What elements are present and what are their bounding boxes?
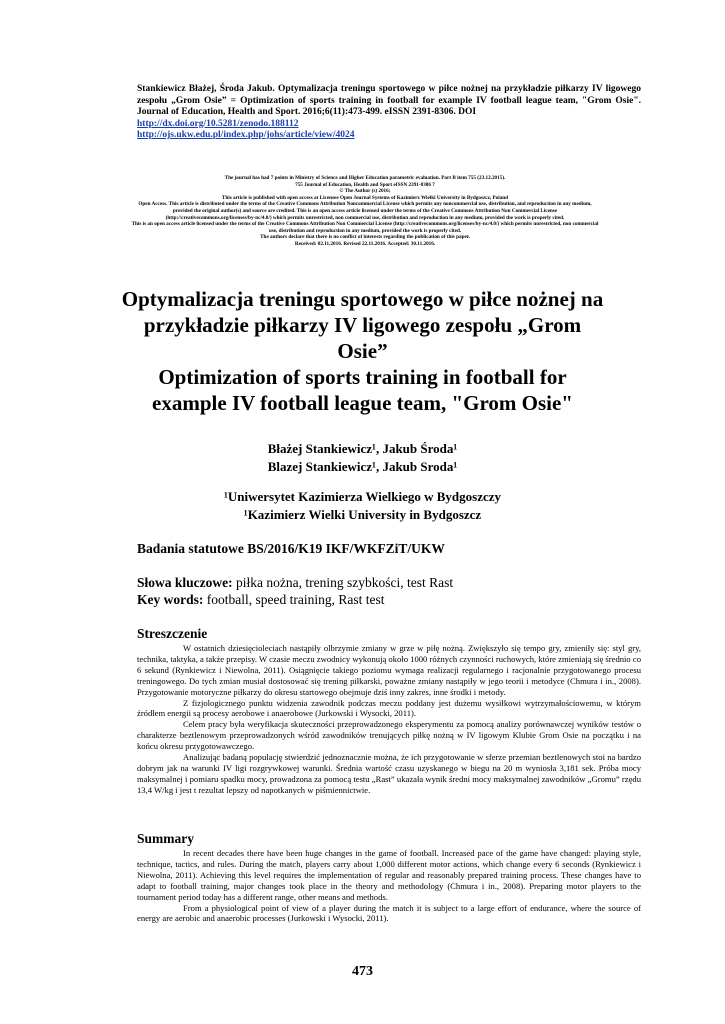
affiliation-english: ¹Kazimierz Wielki University in Bydgoszcz — [243, 507, 482, 522]
streszczenie-paragraph: Analizując badaną populację stwierdzić jednoznacznie można, że ich przygotowanie w sferze przemian beztlenowych stoi na bardzo dobrym jak na warunki IV ligi rozgrywkowej warunki. Średnia wartość czasu uzyskanego w biegu na 20 m wyniosła 3,181 sek. Próba mocy maksymalnej i pomiaru spadku mocy, prowadzona za pomocą testu „Rast” ukazała wynik średni mocy maksymalnej zawodników „Gromu” rzędu 13,4 W/kg i jest t rezultat lepszy od napotkanych w piśmiennictwie. — [137, 752, 641, 795]
license-line: use, distribution and reproduction in any medium, provided the work is properly cited. — [268, 227, 462, 234]
page-number: 473 — [352, 964, 373, 979]
streszczenie-heading: Streszczenie — [137, 626, 208, 641]
license-block — [130, 175, 600, 248]
title-polish: Optymalizacja treningu sportowego w piłce nożnej na przykładzie piłkarzy IV ligowego zespołu „Grom Osie” — [121, 287, 604, 363]
streszczenie-paragraph: Celem pracy była weryfikacja skuteczności przeprowadzonego eksperymentu za pomocą analizy porównawczej wyników testów o charakterze beztlenowym przeprowadzonych wśród zawodników trenujących piłkę nożną w IV ligowym Klubie Grom Osie na początku i na końcu okresu przygotowawczego. — [137, 719, 641, 752]
journal-link[interactable]: http://ojs.ukw.edu.pl/index.php/johs/article/view/4024 — [137, 130, 355, 140]
streszczenie-paragraph: W ostatnich dziesięcioleciach nastąpiły olbrzymie zmiany w grze w piłę nożną. Zwiększyło się tempo gry, zmieniły się: styl gry, technika, taktyka, a także przepisy. W czasie meczu zwodnicy wykonują około 1000 różnych czynności ruchowych, które zmieniają się średnio co 6 sekund (Rynkiewicz i Niewolna, 2011). Osiągnięcie takiego poziomu wymaga realizacji regularnego i racjonalnie przygotowanego procesu treningowego. Do tych zmian musiał dostosować się trening piłkarski, poważne zmiany nastąpiły w jego teorii i metodyce (Chmura i in., 2008). Przygotowanie motoryczne piłkarzy do okresu startowego obejmuje dziś inny zakres, inne środki i metody. — [137, 643, 641, 697]
license-line: 755 Journal of Education, Health and Sport eISSN 2391-8306 7 — [295, 181, 435, 188]
affiliation-polish: ¹Uniwersytet Kazimierza Wielkiego w Bydgoszczy — [223, 489, 502, 504]
authors — [160, 440, 565, 476]
summary-paragraph: From a physiological point of view of a player during the match it is subject to a large effort of endurance, where the source of energy are aerobic and anaerobic processes (Jurkowski i Wysocki, 2011). — [137, 902, 641, 924]
keywords-english — [137, 591, 637, 608]
keywords-en-label: Key words: — [137, 592, 204, 607]
license-line: provided the original author(s) and source are credited. This is an open access article licensed under the terms of the Creative Commons Attribution Non Commercial License — [172, 207, 558, 214]
keywords-polish — [137, 574, 637, 591]
streszczenie-body — [137, 643, 641, 796]
streszczenie-paragraph: Z fizjologicznego punktu widzenia zawodnik podczas meczu poddany jest dużemu wysiłkowi wytrzymałościowemu, w którym źródłem energii są procesy aerobowe i anaerobowe (Jurkowski i Wysocki, 2011). — [137, 697, 641, 719]
keywords-block — [137, 574, 637, 608]
summary-paragraph: In recent decades there have been huge changes in the game of football. Increased pace of the game have changed: playing style, technique, tactics, and rules. During the match, players carry about 1,000 different motor actions, which change every 6 seconds (Rynkiewicz i Niewolna, 2011). Achieving this level requires the implementation of regular and reasonably prepared training process. These changes have to adapt to football training, major changes took place in the theory and methodology (Chmura i in., 2008). Preparing motor players to the tournament period today has a different range, other means and methods. — [137, 848, 641, 902]
license-line: (http://creativecommons.org/licenses/by-nc/4.0/) which permits unrestricted, non commercial use, distribution and reproduction in any medium, provided the work is properly cited. — [165, 214, 565, 221]
license-line: © The Author (s) 2016; — [339, 188, 391, 195]
license-line: This is an open access article licensed under the terms of the Creative Commons Attribution Non Commercial License (http://creativecommons.org/licenses/by-nc/4.0/) which permits unrestricted, non commercial — [131, 221, 599, 228]
paper-title — [120, 286, 605, 416]
keywords-pl-value: piłka nożna, trening szybkości, test Rast — [232, 575, 454, 590]
authors-line-ascii: Blazej Stankiewicz¹, Jakub Sroda¹ — [267, 459, 458, 474]
license-line: The journal has had 7 points in Ministry of Science and Higher Education parametric evaluation. Part B item 755 (23.12.2015). — [224, 175, 506, 181]
keywords-en-value: football, speed training, Rast test — [203, 592, 385, 607]
summary-body — [137, 848, 641, 924]
license-line: Open Access. This article is distributed under the terms of the Creative Commons Attribution Noncommercial License which permits any noncommercial use, distribution, and reproduction in any medium, — [138, 201, 592, 208]
doi-link[interactable]: http://dx.doi.org/10.5281/zenodo.188112 — [137, 118, 299, 129]
keywords-pl-label: Słowa kluczowe: — [137, 575, 233, 590]
citation-text: Stankiewicz Błażej, Środa Jakub. Optymalizacja treningu sportowego w piłce nożnej na przykładzie piłkarzy IV ligowego zespołu „Grom Osie” = Optimization of sports training in football for example IV football league team, "Grom Osie". Journal of Education, Health and Sport. 2016;6(11):473-499. eISSN 2391-8306. DOI — [137, 84, 641, 117]
summary-heading: Summary — [137, 831, 194, 846]
grant-line: Badania statutowe BS/2016/K19 IKF/WKFZiT/UKW — [137, 541, 445, 556]
license-line: Received: 02.11.2016. Revised 22.11.2016. Accepted: 30.11.2016. — [294, 240, 436, 247]
citation-block — [137, 84, 641, 142]
affiliations — [160, 488, 565, 524]
title-english: Optimization of sports training in football for example IV football league team, "Grom Osie" — [152, 365, 573, 415]
license-line: The authors declare that there is no conflict of interests regarding the publication of this paper. — [260, 234, 470, 241]
license-line: This article is published with open access at Licensee Open Journal Systems of Kazimierz Wielki University in Bydgoszcz, Poland — [221, 194, 509, 201]
authors-line-polish: Błażej Stankiewicz¹, Jakub Środa¹ — [267, 441, 458, 456]
